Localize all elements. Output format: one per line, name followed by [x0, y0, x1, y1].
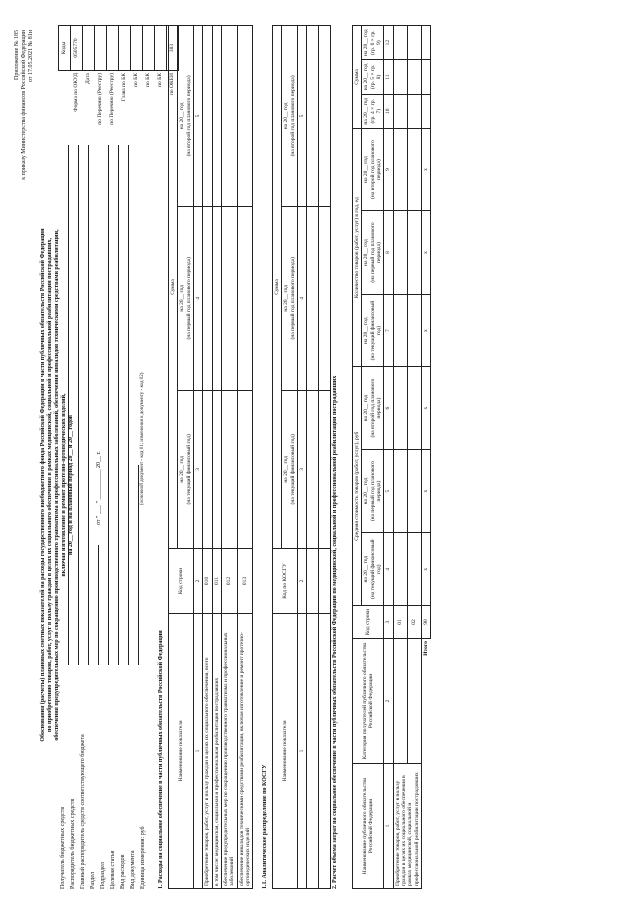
table-row [307, 26, 319, 889]
field-unit: Единица измерения: руб [140, 826, 146, 889]
field-subsection: Подраздел [100, 862, 106, 889]
field-doc-type: Вид документа [130, 850, 136, 889]
doc-type-hint: (основной документ - код 01; изменения к документу - код 02) [140, 372, 145, 505]
section11-title: 1.1. Аналитическое распределение по КОСГУ [262, 764, 268, 889]
section2-table: Наименование публичного обязательства Российской Федерации Категория получателей публичного обязательства Российской Федерации Код строки Средняя стоимость товаров (работ, услуг), руб Количество товаров (работ, услуг) в год, ед Сумма на 20__ год (на текущий финансовый год) на 20__ год (на первый год планового периода) на 20__ год (на второй год планового периода) на 20__ год (на текущий финансовый год) на 20__ год (на первый год планового периода) на 20__ год (на второй год планового периода) на 20__ год (гр. 4 × гр. 7) на 20__ год (гр. 5 × гр. 8) на 20__ год (гр. 6 × гр. 9) 1 2 3 4 5 6 7 8 9 10 11 12 Приобретение товаров, работ, услуг в пользу граждан в целях их социального обеспечения в рамках медицинской, социальной и профессиональной реабилитации пострадавших 01 02 Итого 90 x x x x x x [352, 25, 431, 889]
section1-table: Наименование показателя Код строки Сумма на 20__ год (на текущий финансовый год) на 20__ год (на первый год планового периода) на 20__ год (на второй год планового периода) 1 2 3 4 5 Приобретение товаров, работ, услуг в пользу граждан в целях их социального обеспечения, всего 010 в том числе: медицинская, социальная и профессиональная реабилитация пострадавших 011 обеспечение предупредительных мер по сокращению производственного травматизма и профессиональных заболеваний 012 обеспечение инвалидов техническими средствами реабилитации, включая изготовление и ремонт протезно-ортопедических изделий 013 [168, 25, 253, 889]
header-fields [60, 669, 150, 889]
section2-title: 2. Расчет объема затрат на социальное обеспечение в части публичных обязательств Российской Федерации по медицинской, социальной и профессиональной реабилитации пострадавших [332, 375, 338, 889]
field-recipient: Получатель бюджетных средств [60, 806, 66, 889]
table-row: 02 [407, 26, 421, 889]
table-row: Приобретение товаров, работ, услуг в пользу граждан в целях их социального обеспечения в рамках медицинской, социальной и профессиональной реабилитации пострадавших 01 [393, 26, 407, 889]
total-row: Итого 90 x x x x x x [421, 26, 430, 889]
field-expense-type: Вид расходов [120, 854, 126, 889]
field-manager: Распорядитель бюджетных средств [70, 798, 76, 889]
table-row: обеспечение предупредительных мер по сокращению производственного травматизма и профессиональных заболеваний 012 [221, 26, 237, 889]
table-row: Приобретение товаров, работ, услуг в пользу граждан в целях их социального обеспечения, всего 010 [203, 26, 212, 889]
table-row: обеспечение инвалидов техническими средствами реабилитации, включая изготовление и ремонт протезно-ортопедических изделий 013 [237, 26, 253, 889]
field-target-article: Целевая статья [110, 850, 116, 889]
section1-title: 1. Расходы на социальное обеспечение в части публичных обязательств Российской Федерации [158, 630, 164, 889]
table-row: в том числе: медицинская, социальная и профессиональная реабилитация пострадавших 011 [212, 26, 221, 889]
field-chief-manager: Главный распорядитель средств соответствующего бюджета [80, 734, 86, 889]
document-date: от " ___ " __________ 20__ г. [96, 451, 102, 525]
field-section: Раздел [90, 872, 96, 889]
document-title: Обоснования (расчеты) плановых сметных показателей на расходы государственного внебюджетного фонда Российской Федерации в части публичных обязательств Российской Федерации по приобретению товаров, работ, услуг в пользу граждан в целях их социального обеспечения в рамках медицинской, социальной и профессиональной реабилитации пострадавших, обеспечения предупредительных мер по сокращению производственного травматизма и профессиональных заболеваний, обеспечения инвалидов техническими средствами реабилитации, включая изготовление и ремонт протезно-ортопедических изделий, на 20__ год и на плановый период 20__ и 20__ годов [40, 228, 74, 742]
table-row [319, 26, 331, 889]
appendix-note: Приложение № 185 к приказу Министерства финансов Российской Федерации от 17.05.2021 № 81н [14, 30, 34, 180]
codes-table: Коды Форма по ОКУД 0505770 Дата по Перечню (Реестру) по Перечню (Реестру) Глава по БК по БК по БК по БК по ОКЕИ 383 [58, 25, 179, 135]
section11-table: Наименование показателя Код по КОСГУ Сумма на 20__ год (на текущий финансовый год) на 20__ год (на первый год планового периода) на 20__ год (на второй год планового периода) 1 2 3 4 5 [272, 25, 331, 889]
